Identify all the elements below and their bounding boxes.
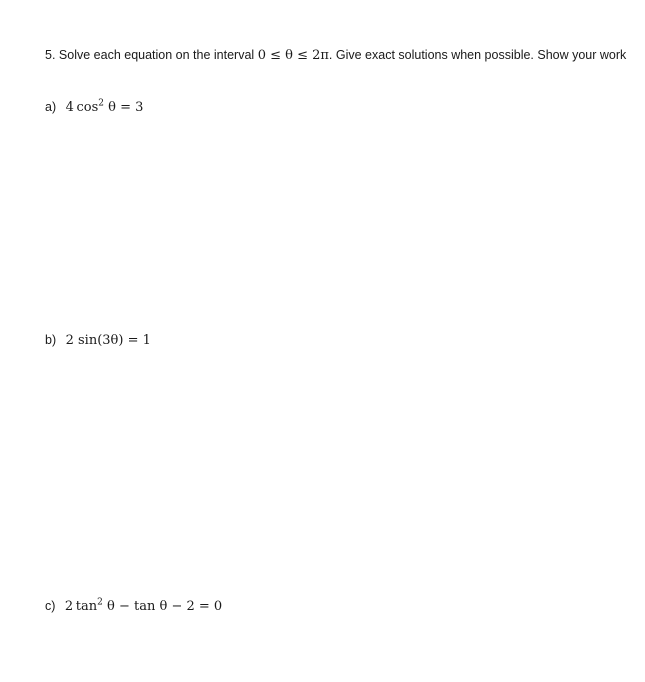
part-b-equation: 2 sin(3θ) = 1 bbox=[65, 333, 151, 348]
part-c-work-area[interactable] bbox=[45, 619, 630, 674]
question-number: 5. bbox=[45, 48, 56, 62]
part-c-exponent: 2 bbox=[97, 597, 103, 608]
question-text-before: Solve each equation on the interval bbox=[58, 48, 255, 62]
part-a-rest: θ = 3 bbox=[104, 100, 144, 115]
part-c bbox=[45, 597, 222, 616]
part-a-function: cos bbox=[76, 100, 99, 115]
part-a bbox=[45, 98, 143, 117]
part-a-coefficient: 4 bbox=[65, 100, 74, 115]
question-text-after: . Give exact solutions when possible. Show your work bbox=[328, 48, 627, 62]
part-a-equation bbox=[66, 100, 144, 115]
part-a-work-area[interactable] bbox=[45, 120, 630, 320]
part-c-equation bbox=[65, 599, 222, 614]
part-b-label: b) bbox=[45, 333, 57, 347]
part-b-work-area[interactable] bbox=[45, 353, 630, 583]
part-a-exponent: 2 bbox=[98, 98, 105, 109]
part-c-rest: θ − tan θ − 2 = 0 bbox=[102, 599, 223, 614]
part-c-function: tan bbox=[75, 599, 98, 614]
question-prompt bbox=[45, 45, 630, 66]
part-c-label: c) bbox=[45, 599, 56, 613]
interval-expression: 0 ≤ θ ≤ 2π bbox=[257, 48, 329, 63]
part-c-coefficient: 2 bbox=[64, 599, 74, 614]
part-a-label: a) bbox=[45, 100, 57, 114]
part-b bbox=[45, 331, 151, 350]
